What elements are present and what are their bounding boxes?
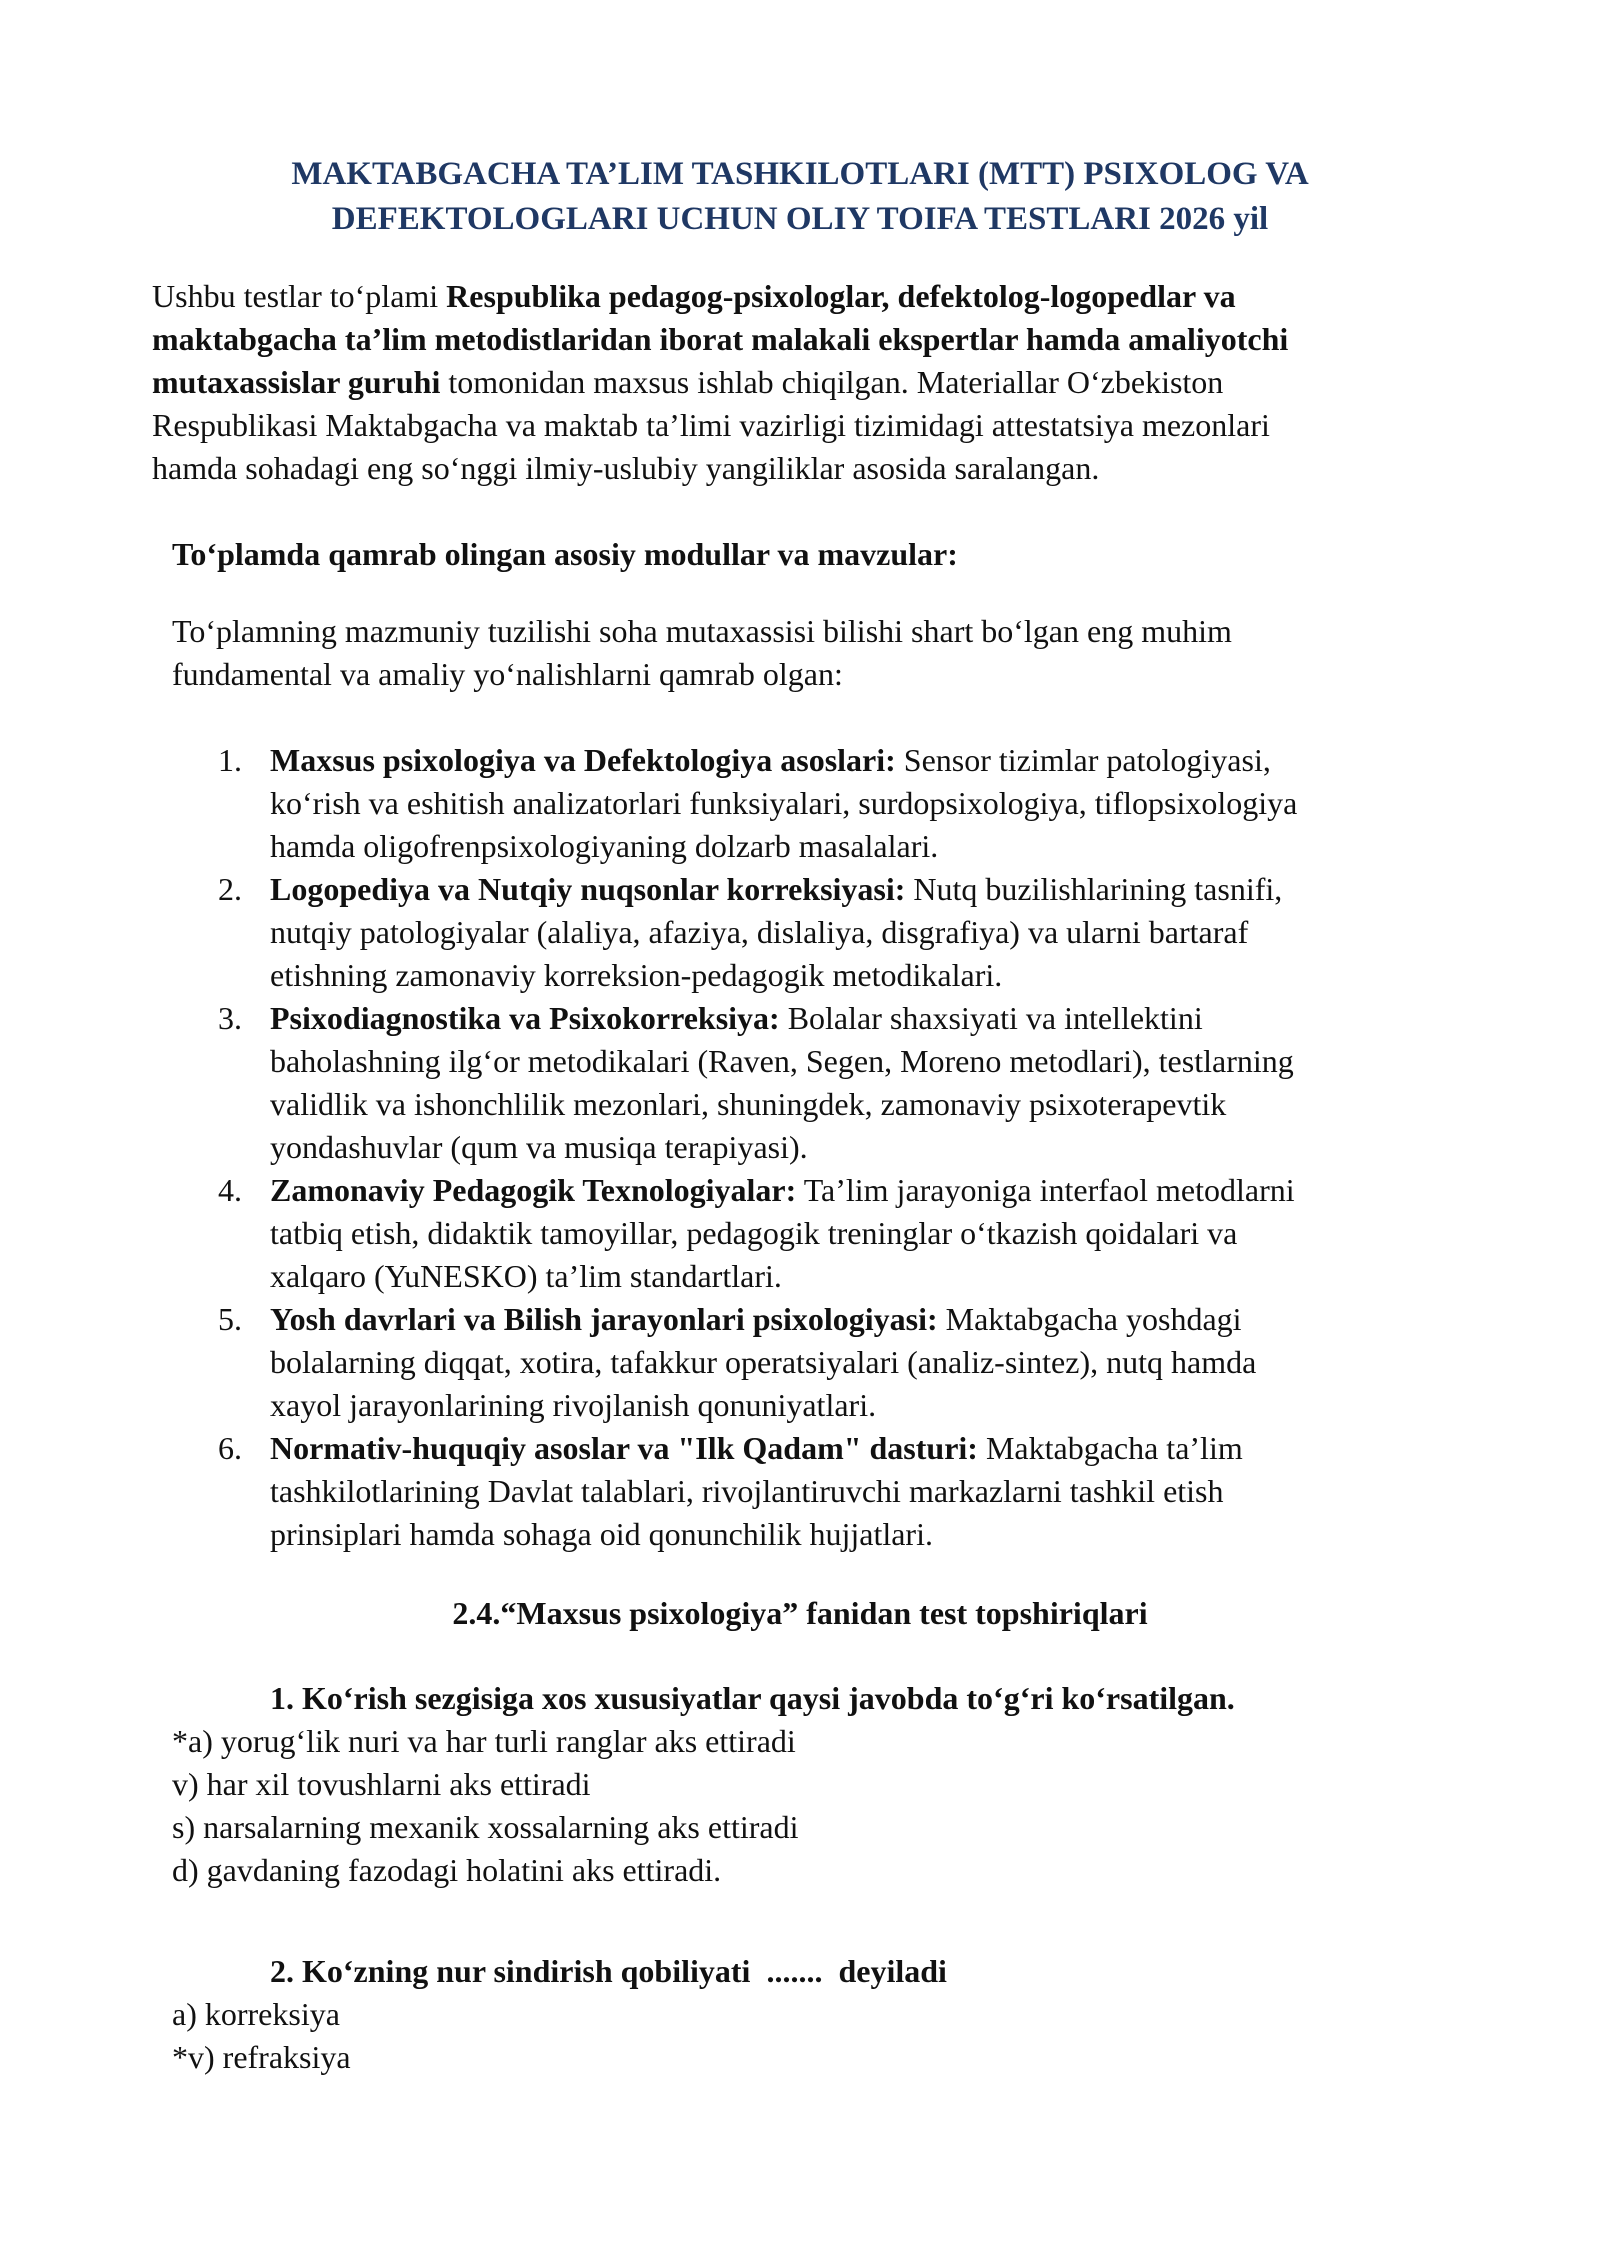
answer-option: *a) yorug‘lik nuri va har turli ranglar aks ettiradi <box>172 1723 796 1759</box>
module-number: 4. <box>218 1172 242 1208</box>
module-number: 2. <box>218 871 242 907</box>
module-description: Maktabgacha yoshdagi <box>937 1301 1242 1337</box>
module-description: Nutq buzilishlarining tasnifi, <box>905 871 1283 907</box>
module-title: Normativ-huquqiy asoslar va "Ilk Qadam" dasturi: <box>270 1430 978 1466</box>
module-line: ko‘rish va eshitish analizatorlari funksiyalari, surdopsixologiya, tiflopsixologiya <box>270 785 1298 821</box>
answer-option: s) narsalarning mexanik xossalarning aks ettiradi <box>172 1809 799 1845</box>
question-text: 1. Ko‘rish sezgisiga xos xususiyatlar qaysi javobda to‘g‘ri ko‘rsatilgan. <box>270 1680 1235 1716</box>
intro-line-2 <box>152 318 1512 361</box>
intro-text: Ushbu testlar to‘plami <box>152 278 447 314</box>
module-first-line <box>270 739 1297 782</box>
module-line: etishning zamonaviy korreksion-pedagogik metodikalari. <box>270 957 1003 993</box>
module-first-line <box>270 1427 1243 1470</box>
section-title: 2.4.“Maxsus psixologiya” fanidan test topshiriqlari <box>452 1595 1148 1631</box>
module-text <box>270 997 1294 1169</box>
module-title: Maxsus psixologiya va Defektologiya asoslari: <box>270 742 896 778</box>
title-line-1: MAKTABGACHA TA’LIM TASHKILOTLARI (MTT) PSIXOLOG VA <box>291 156 1309 192</box>
module-first-line <box>270 1169 1295 1212</box>
module-text <box>270 1427 1243 1556</box>
module-title: Yosh davrlari va Bilish jarayonlari psixologiyasi: <box>270 1301 938 1337</box>
module-number: 5. <box>218 1301 242 1337</box>
module-text <box>270 739 1297 868</box>
modules-heading: To‘plamda qamrab olingan asosiy modullar va mavzular: <box>172 536 958 572</box>
module-title: Psixodiagnostika va Psixokorreksiya: <box>270 1000 780 1036</box>
module-text <box>270 1169 1295 1298</box>
intro-bold-text: mutaxassislar guruhi <box>152 364 441 400</box>
question-text: 2. Ko‘zning nur sindirish qobiliyati ....... deyiladi <box>270 1953 947 1989</box>
module-text <box>270 868 1282 997</box>
module-description: Bolalar shaxsiyati va intellektini <box>779 1000 1203 1036</box>
intro-bold-text: maktabgacha ta’lim metodistlaridan iborat malakali ekspertlar hamda amaliyotchi <box>152 321 1289 357</box>
module-description: Ta’lim jarayoniga interfaol metodlarni <box>796 1172 1295 1208</box>
module-line: tashkilotlarining Davlat talablari, rivojlantiruvchi markazlarni tashkil etish <box>270 1473 1224 1509</box>
module-description: Sensor tizimlar patologiyasi, <box>895 742 1271 778</box>
title-line-2: DEFEKTOLOGLARI UCHUN OLIY TOIFA TESTLARI 2026 yil <box>331 201 1269 237</box>
intro-line-4: Respublikasi Maktabgacha va maktab ta’limi vazirligi tizimidagi attestatsiya mezonlari <box>152 407 1270 443</box>
module-line: validlik va ishonchlilik mezonlari, shuningdek, zamonaviy psixoterapevtik <box>270 1086 1227 1122</box>
module-number: 3. <box>218 1000 242 1036</box>
intro-line-3 <box>152 361 1512 404</box>
module-number: 6. <box>218 1430 242 1466</box>
modules-intro-line-2: fundamental va amaliy yo‘nalishlarni qamrab olgan: <box>172 656 843 692</box>
answer-option: v) har xil tovushlarni aks ettiradi <box>172 1766 591 1802</box>
module-line: prinsiplari hamda sohaga oid qonunchilik hujjatlari. <box>270 1516 933 1552</box>
document-title <box>150 152 1450 242</box>
intro-text: tomonidan maxsus ishlab chiqilgan. Materiallar O‘zbekiston <box>440 364 1224 400</box>
answer-options <box>172 1993 351 2079</box>
modules-intro <box>172 610 1232 696</box>
answer-option: a) korreksiya <box>172 1996 340 2032</box>
answer-option: *v) refraksiya <box>172 2039 351 2075</box>
module-text <box>270 1298 1256 1427</box>
module-line: baholashning ilg‘or metodikalari (Raven, Segen, Moreno metodlari), testlarning <box>270 1043 1294 1079</box>
module-line: nutqiy patologiyalar (alaliya, afaziya, dislaliya, disgrafiya) va ularni bartaraf <box>270 914 1249 950</box>
module-title: Zamonaviy Pedagogik Texnologiyalar: <box>270 1172 797 1208</box>
module-description: Maktabgacha ta’lim <box>977 1430 1243 1466</box>
module-line: yondashuvlar (qum va musiqa terapiyasi). <box>270 1129 808 1165</box>
module-first-line <box>270 1298 1256 1341</box>
module-first-line <box>270 868 1282 911</box>
module-line: tatbiq etish, didaktik tamoyillar, pedagogik treninglar o‘tkazish qoidalari va <box>270 1215 1238 1251</box>
answer-options <box>172 1720 798 1892</box>
module-title: Logopediya va Nutqiy nuqsonlar korreksiyasi: <box>270 871 906 907</box>
module-line: xayol jarayonlarining rivojlanish qonuniyatlari. <box>270 1387 877 1423</box>
modules-intro-line-1: To‘plamning mazmuniy tuzilishi soha mutaxassisi bilishi shart bo‘lgan eng muhim <box>172 613 1232 649</box>
intro-line-5: hamda sohadagi eng so‘nggi ilmiy-uslubiy yangiliklar asosida saralangan. <box>152 450 1100 486</box>
intro-line-1 <box>152 275 1512 318</box>
module-line: xalqaro (YuNESKO) ta’lim standartlari. <box>270 1258 782 1294</box>
intro-paragraph <box>152 275 1512 490</box>
module-number: 1. <box>218 742 242 778</box>
module-line: hamda oligofrenpsixologiyaning dolzarb masalalari. <box>270 828 939 864</box>
module-first-line <box>270 997 1294 1040</box>
intro-bold-text: Respublika pedagog-psixologlar, defektolog-logopedlar va <box>446 278 1236 314</box>
answer-option: d) gavdaning fazodagi holatini aks ettiradi. <box>172 1852 722 1888</box>
module-line: bolalarning diqqat, xotira, tafakkur operatsiyalari (analiz-sintez), nutq hamda <box>270 1344 1257 1380</box>
